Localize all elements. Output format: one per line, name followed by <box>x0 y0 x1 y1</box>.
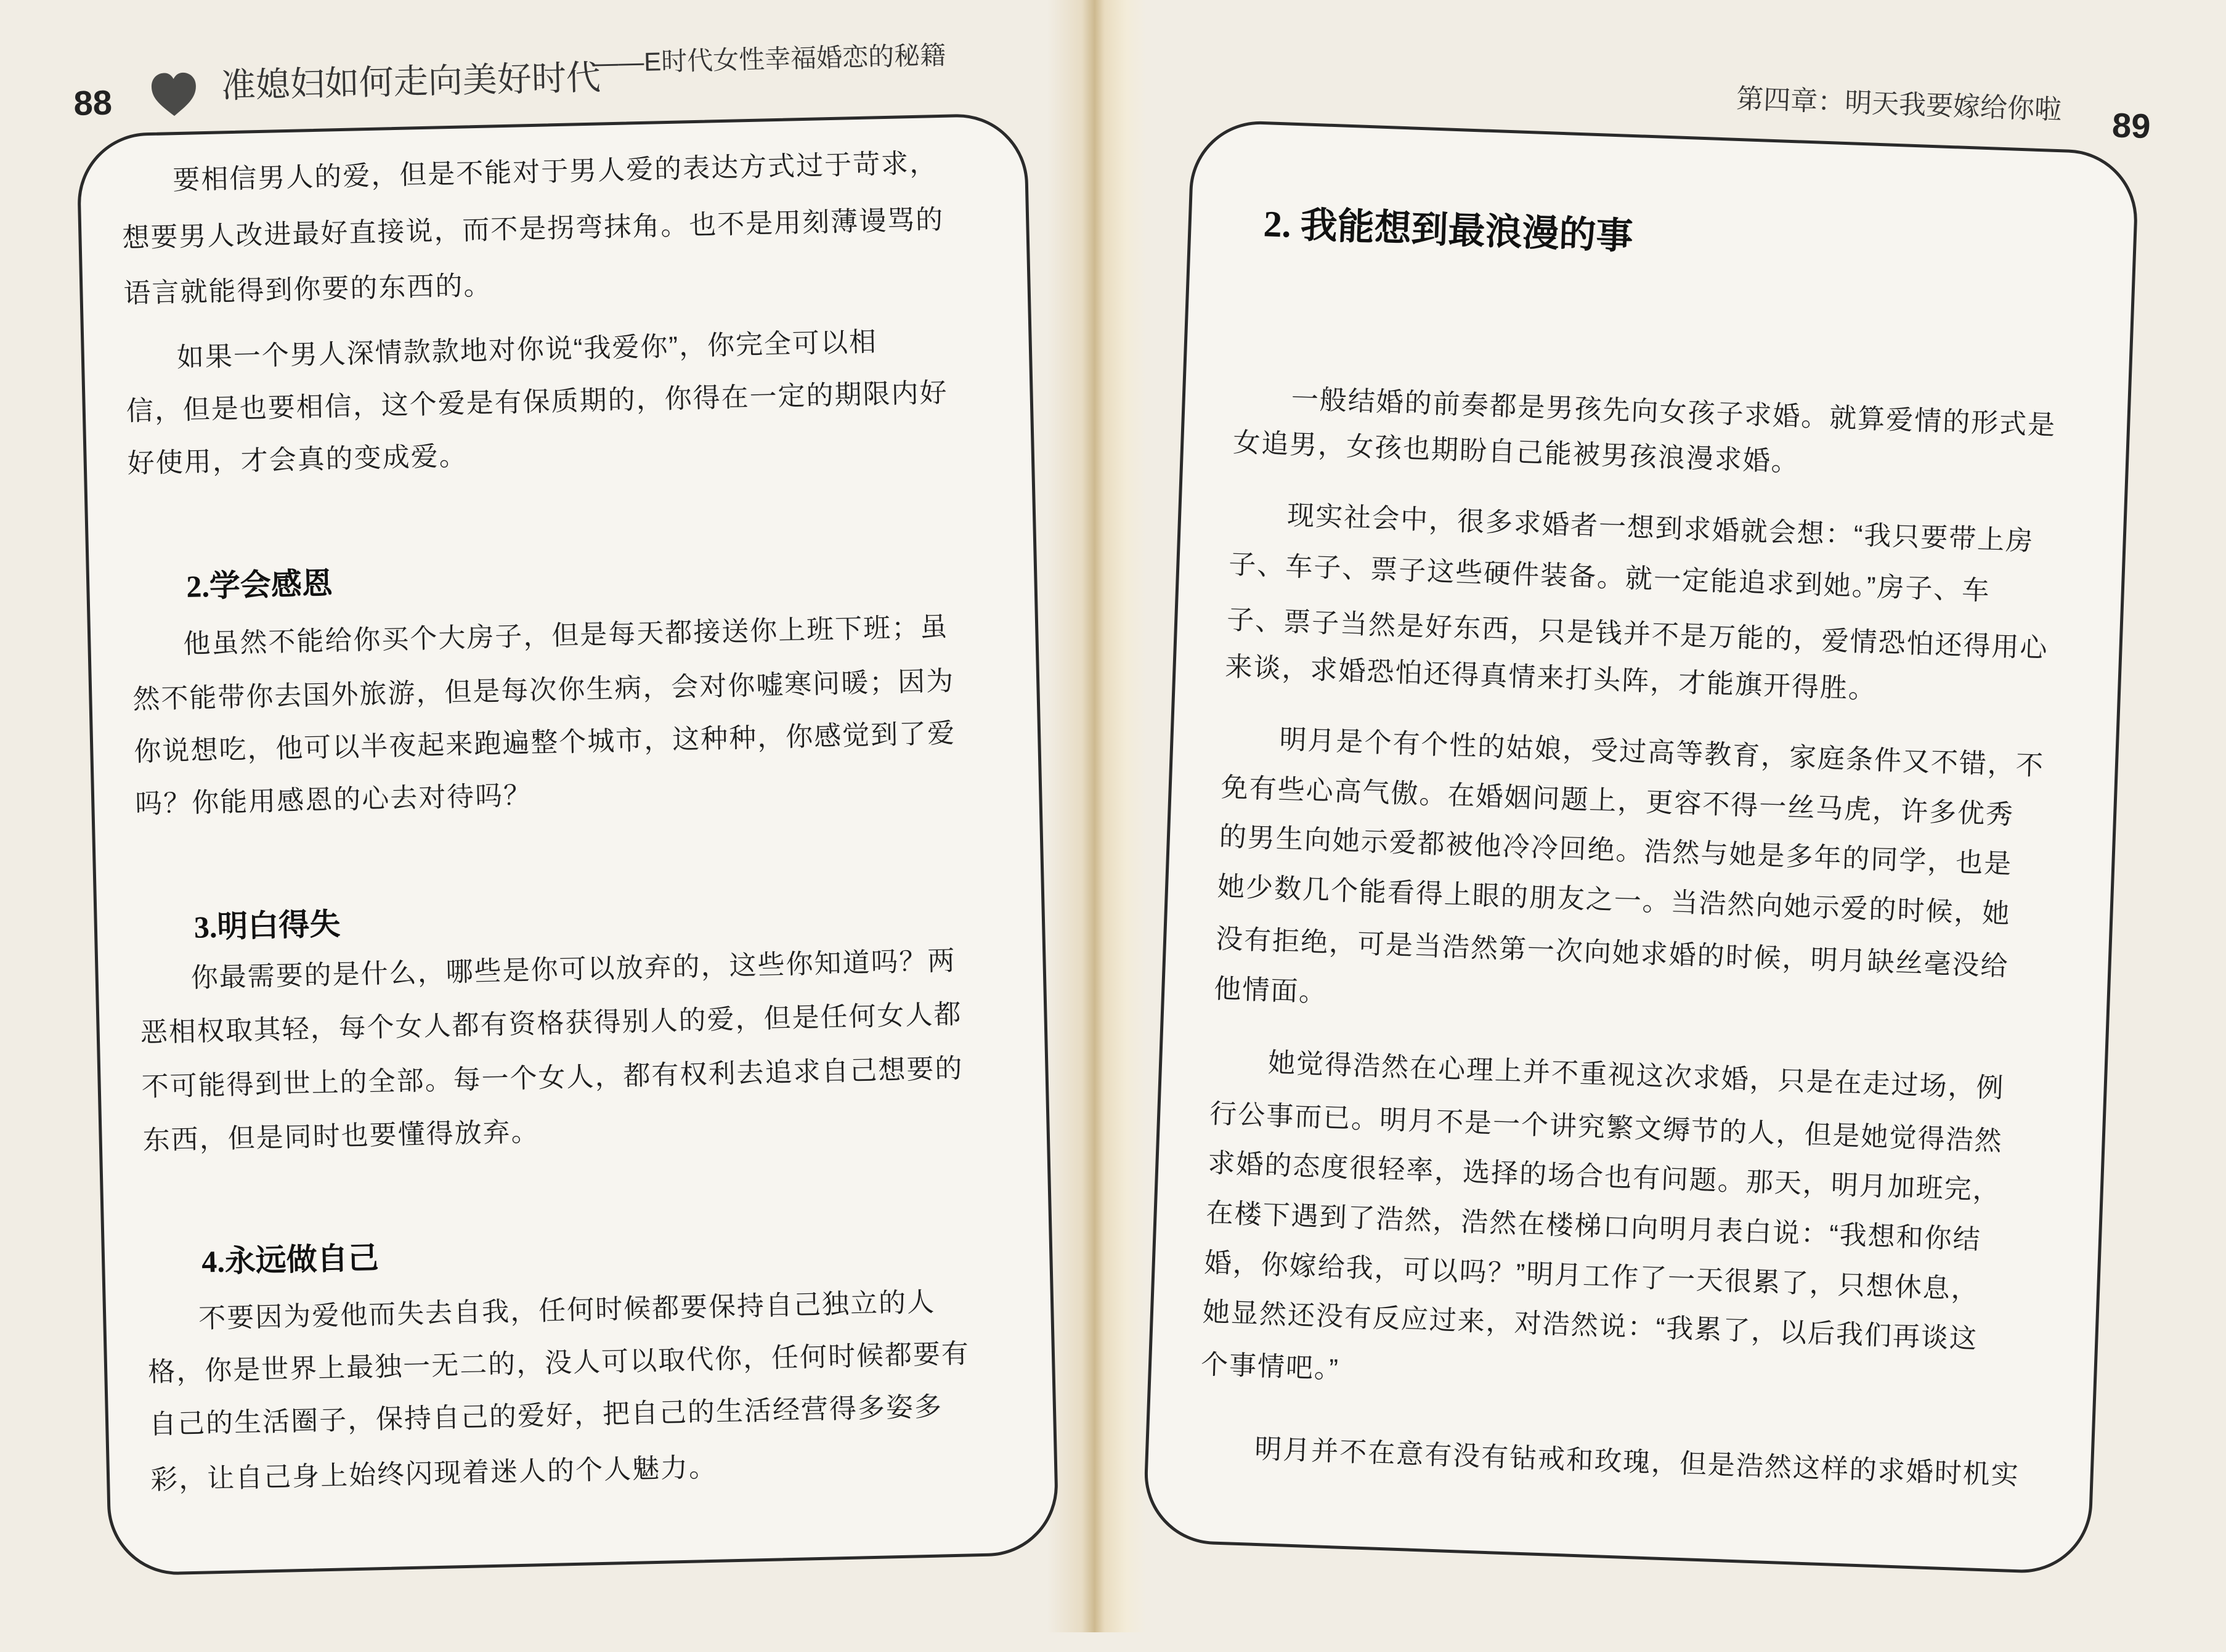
paragraph-line: 她觉得浩然在心理上并不重视这次求婚，只是在走过场，例 <box>1267 1048 2005 1104</box>
paragraph-line: 她少数几个能看得上眼的朋友之一。当浩然向她示爱的时候，她 <box>1217 871 2012 930</box>
subsection-heading: 2.学会感恩 <box>185 566 333 604</box>
paragraph-line: 他虽然不能给你买个大房子，但是每天都接送你上班下班；虽 <box>182 611 949 660</box>
paragraph-line: 信，但是也要相信，这个爱是有保质期的，你得在一定的期限内好 <box>126 377 949 427</box>
paragraph-line: 子、车子、票子这些硬件装备。就一定能追求到她。”房子、车 <box>1228 549 1991 606</box>
paragraph-line: 的男生向她示爱都被他冷冷回绝。浩然与她是多年的同学，也是 <box>1219 821 2013 880</box>
paragraph-line: 想要男人改进最好直接说，而不是拐弯抹角。也不是用刻薄谩骂的 <box>121 204 944 254</box>
paragraph-line: 语言就能得到你要的东西的。 <box>123 270 492 309</box>
paragraph-line: 她显然还没有反应过来，对浩然说：“我累了，以后我们再谈这 <box>1202 1296 1978 1354</box>
page-number: 88 <box>73 83 113 123</box>
paragraph-line: 来谈，求婚恐怕还得真情来打头阵，才能旗开得胜。 <box>1224 651 1877 705</box>
paragraph-line: 免有些心高气傲。在婚姻问题上，更容不得一丝马虎，许多优秀 <box>1220 772 2015 831</box>
paragraph-line: 子、票子当然是好东西，只是钱并不是万能的，爱情恐怕还得用心 <box>1226 604 2049 664</box>
paragraph-line: 明月是个有个性的姑娘，受过高等教育，家庭条件又不错，不 <box>1278 724 2045 781</box>
paragraph-line: 行公事而已。明月不是一个讲究繁文缛节的人，但是她觉得浩然 <box>1209 1098 2004 1157</box>
paragraph-line: 你最需要的是什么，哪些是你可以放弃的，这些你知道吗？两 <box>190 945 957 993</box>
book-title: 准媳妇如何走向美好时代 <box>221 57 601 105</box>
paragraph-line: 不可能得到世上的全部。每一个女人，都有权利去追求自己想要的 <box>141 1053 964 1102</box>
paragraph-line: 明月并不在意有没有钻戒和玫瑰，但是浩然这样的求婚时机实 <box>1254 1433 2020 1491</box>
book-subtitle: ——E时代女性幸福婚恋的秘籍 <box>591 40 946 78</box>
paragraph-line: 女追男，女孩也期盼自己能被男孩浪漫求婚。 <box>1232 427 1800 478</box>
left-page <box>0 0 1108 1645</box>
paragraph-line: 在楼下遇到了浩然，浩然在楼梯口向明月表白说：“我想和你结 <box>1205 1197 1982 1255</box>
paragraph-line: 好使用，才会真的变成爱。 <box>127 441 468 479</box>
paragraph-line: 个事情吧。” <box>1200 1349 1340 1385</box>
paragraph-line: 现实社会中，很多求婚者一想到求婚就会想：“我只要带上房 <box>1286 500 2035 557</box>
subsection-heading: 3.明白得失 <box>193 906 341 945</box>
paragraph-line: 然不能带你去国外旅游，但是每次你生病，会对你嘘寒问暖；因为 <box>132 665 955 715</box>
paragraph-line: 东西，但是同时也要懂得放弃。 <box>142 1117 540 1156</box>
chapter-title: 第四章：明天我要嫁给你啦 <box>1736 83 2062 126</box>
paragraph-line: 婚，你嫁给我，可以吗？”明月工作了一天很累了，只想休息， <box>1204 1247 1980 1305</box>
paragraph-line: 格，你是世界上最独一无二的，没人可以取代你，任何时候都要有 <box>147 1338 970 1388</box>
paragraph-line: 他情面。 <box>1213 974 1328 1008</box>
paragraph-line: 自己的生活圈子，保持自己的爱好，把自己的生活经营得多姿多 <box>148 1391 943 1440</box>
paragraph-line: 一般结婚的前奏都是男孩先向女孩子求婚。就算爱情的形式是 <box>1291 383 2057 441</box>
paragraph-line: 彩，让自己身上始终闪现着迷人的个人魅力。 <box>150 1452 718 1495</box>
paragraph-line: 没有拒绝，可是当浩然第一次向她求婚的时候，明月缺丝毫没给 <box>1215 924 2010 982</box>
subsection-heading: 4.永远做自己 <box>201 1240 380 1279</box>
paragraph-line: 求婚的态度很轻率，选择的场合也有问题。那天，明月加班完， <box>1207 1147 2002 1206</box>
paragraph-line: 要相信男人的爱，但是不能对于男人爱的表达方式过于苛求， <box>172 148 938 196</box>
heart-icon <box>148 70 199 119</box>
paragraph-line: 如果一个男人深情款款地对你说“我爱你”，你完全可以相 <box>176 327 878 373</box>
section-heading: 2. 我能想到最浪漫的事 <box>1262 203 1634 258</box>
page-number: 89 <box>2111 105 2151 146</box>
paragraph-line: 吗？你能用感恩的心去对待吗？ <box>134 780 532 820</box>
paragraph-line: 你说想吃，他可以半夜起来跑遍整个城市，这种种，你感觉到了爱 <box>133 718 956 767</box>
right-page <box>1076 0 2226 1652</box>
paragraph-line: 不要因为爱他而失去自我，任何时候都要保持自己独立的人 <box>198 1287 936 1334</box>
paragraph-line: 恶相权取其轻，每个女人都有资格获得别人的爱，但是任何女人都 <box>140 999 962 1048</box>
